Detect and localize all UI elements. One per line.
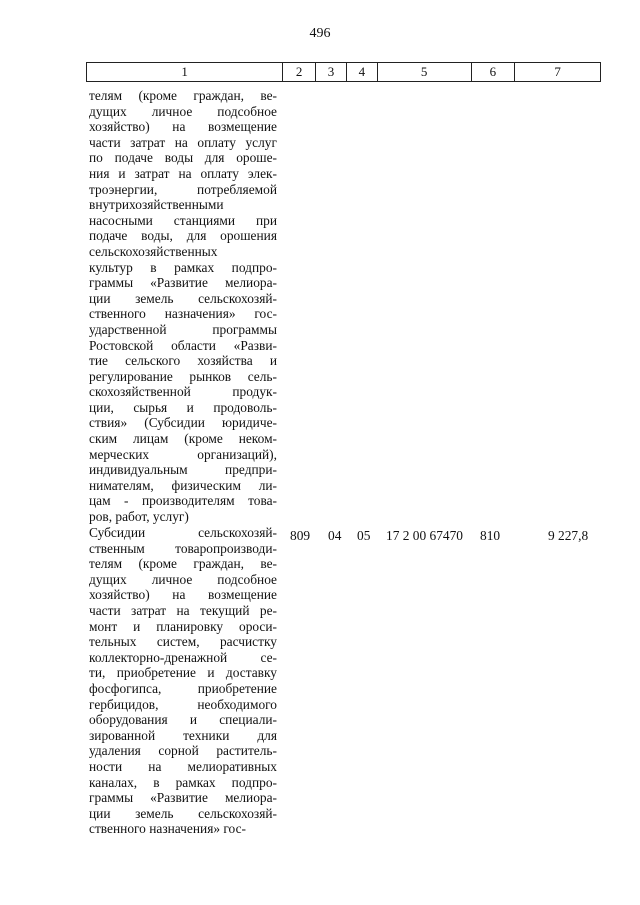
header-col-3: 3: [316, 63, 347, 81]
description-line: ским лицам (кроме неком-: [89, 431, 277, 447]
row-2-col-7: 9 227,8: [548, 528, 589, 543]
header-col-4: 4: [347, 63, 378, 81]
row-2-description: [89, 525, 277, 837]
description-line: фосфогипса, приобретение: [89, 680, 277, 696]
header-col-1: 1: [87, 63, 283, 81]
description-line: тие сельского хозяйства и: [89, 353, 277, 369]
description-line: культур в рамках подпро-: [89, 259, 277, 275]
header-col-5: 5: [378, 63, 472, 81]
description-line: части затрат на оплату услуг: [89, 134, 277, 150]
description-line: ственным товаропроизводи-: [89, 540, 277, 556]
description-line: подаче воды, для орошения: [89, 228, 277, 244]
description-line: ции, сырья и продоволь-: [89, 399, 277, 415]
description-line: каналах, в рамках подпро-: [89, 774, 277, 790]
description-line: по подаче воды для ороше-: [89, 150, 277, 166]
description-line: цам - производителям това-: [89, 493, 277, 509]
description-line: мерческих организаций),: [89, 446, 277, 462]
row-2-col-4: 05: [357, 528, 371, 543]
table-header: [86, 62, 601, 82]
description-line: ственного назначения» гос-: [89, 306, 277, 322]
header-col-6: 6: [472, 63, 516, 81]
description-line: зированной техники для: [89, 727, 277, 743]
description-line: ния и затрат на оплату элек-: [89, 165, 277, 181]
description-line: хозяйство) на возмещение: [89, 587, 277, 603]
description-line: ударственной программы: [89, 321, 277, 337]
row-2-col-3: 04: [328, 528, 342, 543]
description-line: индивидуальным предпри-: [89, 462, 277, 478]
description-line: телям (кроме граждан, ве-: [89, 556, 277, 572]
description-line: хозяйство) на возмещение: [89, 119, 277, 135]
description-line: ции земель сельскохозяй-: [89, 290, 277, 306]
row-2-col-5: 17 2 00 67470: [386, 528, 463, 543]
description-line: дущих личное подсобное: [89, 571, 277, 587]
description-line: монт и планировку ороси-: [89, 618, 277, 634]
description-line: Субсидии сельскохозяй-: [89, 525, 277, 540]
description-line: ственного назначения» гос-: [89, 821, 246, 837]
description-line: оборудования и специали-: [89, 712, 277, 728]
description-line: телям (кроме граждан, ве-: [89, 88, 277, 103]
description-line: гербицидов, необходимого: [89, 696, 277, 712]
description-line: ти, приобретение и доставку: [89, 665, 277, 681]
row-2-col-6: 810: [480, 528, 501, 543]
description-line: ров, работ, услуг): [89, 509, 189, 525]
description-line: нимателям, физическим ли-: [89, 477, 277, 493]
description-line: граммы «Развитие мелиора-: [89, 275, 277, 291]
header-col-2: 2: [283, 63, 316, 81]
row-1-description: [89, 88, 277, 525]
description-line: ствия» (Субсидии юридиче-: [89, 415, 277, 431]
description-line: насосными станциями при: [89, 212, 277, 228]
description-line: скохозяйственной продук-: [89, 384, 277, 400]
description-line: ции земель сельскохозяй-: [89, 805, 277, 821]
description-line: ности на мелиоративных: [89, 758, 277, 774]
description-line: Ростовской области «Разви-: [89, 337, 277, 353]
description-line: тельных систем, расчистку: [89, 634, 277, 650]
description-line: коллекторно-дренажной се-: [89, 649, 277, 665]
description-line: троэнергии, потребляемой: [89, 181, 277, 197]
description-line: части затрат на текущий ре-: [89, 602, 277, 618]
description-line: регулирование рынков сель-: [89, 368, 277, 384]
header-col-7: 7: [554, 64, 561, 79]
description-line: дущих личное подсобное: [89, 103, 277, 119]
description-line: сельскохозяйственных: [89, 243, 218, 259]
page-number: 496: [309, 26, 331, 41]
row-2-col-2: 809: [290, 528, 311, 543]
description-line: граммы «Развитие мелиора-: [89, 790, 277, 806]
description-line: внутрихозяйственными: [89, 197, 224, 213]
description-line: удаления сорной раститель-: [89, 743, 277, 759]
